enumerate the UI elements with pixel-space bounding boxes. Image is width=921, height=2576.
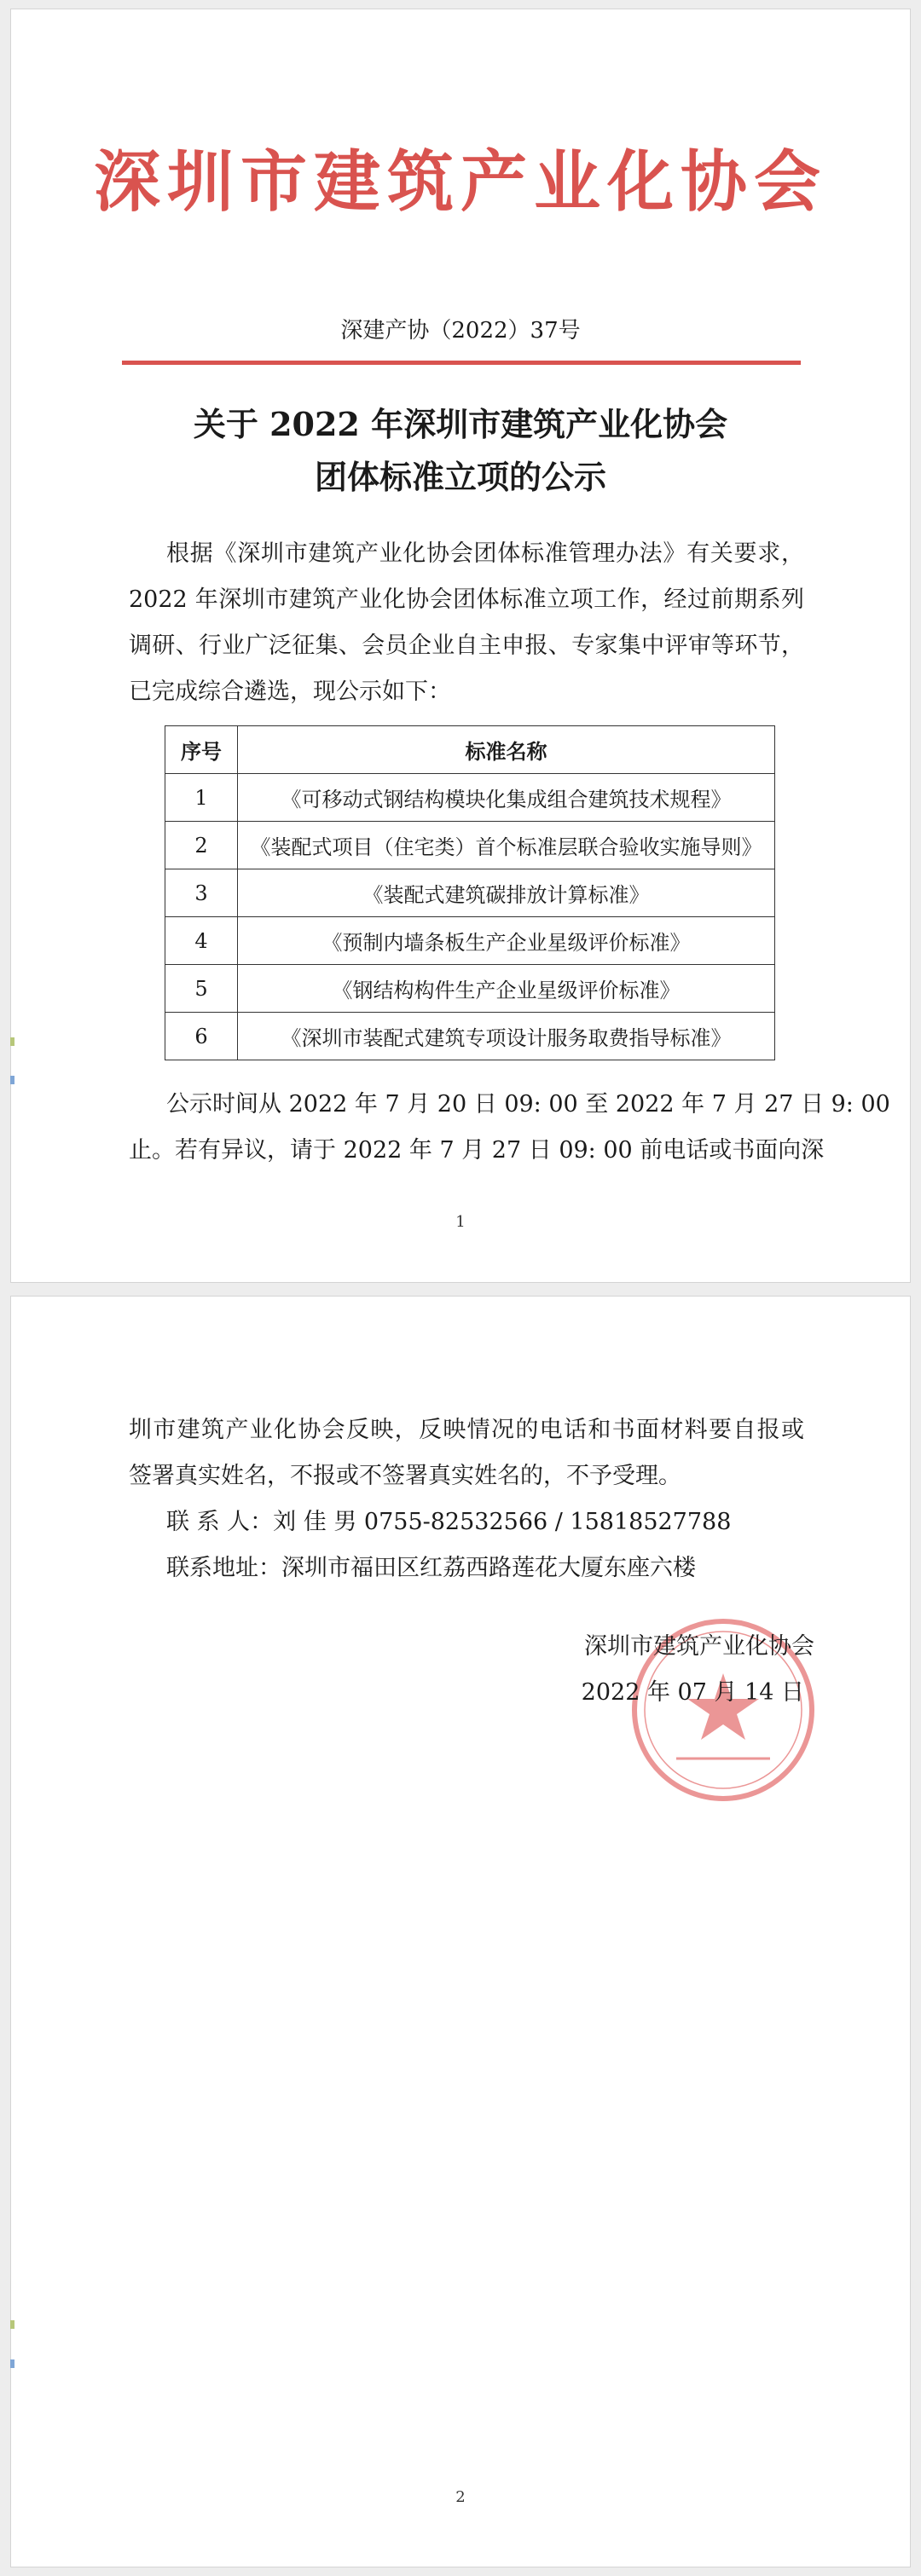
table-row — [165, 1013, 775, 1060]
continued-paragraph-line: 圳市建筑产业化协会反映，反映情况的电话和书面材料要自报或 — [129, 1417, 804, 1443]
signature-date: 2022 年 07 月 14 日 — [581, 1679, 804, 1706]
intro-paragraph-line: 根据《深圳市建筑产业化协会团体标准管理办法》有关要求， — [166, 540, 804, 567]
intro-paragraph-line: 调研、行业广泛征集、会员企业自主申报、专家集中评审等环节， — [129, 632, 804, 659]
row-serial-number: 4 — [165, 917, 238, 965]
table-header-row — [165, 726, 775, 774]
document-page-1 — [10, 9, 911, 1283]
notice-title-line-1: 关于 2022 年深圳市建筑产业化协会 — [193, 405, 728, 443]
row-standard-name: 《预制内墙条板生产企业星级评价标准》 — [238, 917, 775, 965]
page-number: 2 — [455, 2488, 466, 2506]
table-row — [165, 965, 775, 1013]
document-page-2 — [10, 1296, 911, 2567]
intro-paragraph-line: 2022 年深圳市建筑产业化协会团体标准立项工作，经过前期系列 — [129, 586, 804, 613]
row-standard-name: 《装配式项目（住宅类）首个标准层联合验收实施导则》 — [238, 822, 775, 869]
red-divider — [122, 361, 801, 365]
row-standard-name: 《钢结构构件生产企业星级评价标准》 — [238, 965, 775, 1013]
organization-title: 深圳市建筑产业化协会 — [93, 143, 827, 221]
scan-edge-mark — [10, 1037, 14, 1046]
row-standard-name: 《可移动式钢结构模块化集成组合建筑技术规程》 — [238, 774, 775, 822]
signature-organization: 深圳市建筑产业化协会 — [584, 1633, 814, 1660]
table-row — [165, 917, 775, 965]
scan-edge-mark — [10, 1076, 14, 1084]
row-standard-name: 《装配式建筑碳排放计算标准》 — [238, 869, 775, 917]
row-serial-number: 6 — [165, 1013, 238, 1060]
scan-edge-mark — [10, 2320, 14, 2329]
intro-paragraph-line: 已完成综合遴选，现公示如下： — [129, 679, 451, 705]
contact-address-line: 联系地址：深圳市福田区红荔西路莲花大厦东座六楼 — [166, 1555, 696, 1581]
header-standard-name: 标准名称 — [238, 726, 775, 774]
publicity-period-line: 公示时间从 2022 年 7 月 20 日 09: 00 至 2022 年 7 月 27 日 9: 00 — [166, 1091, 890, 1118]
row-standard-name: 《深圳市装配式建筑专项设计服务取费指导标准》 — [238, 1013, 775, 1060]
row-serial-number: 3 — [165, 869, 238, 917]
standards-table — [165, 725, 775, 1060]
table-row — [165, 774, 775, 822]
contact-person-line: 联 系 人：刘 佳 男 0755-82532566 / 15818527788 — [166, 1509, 732, 1535]
scan-edge-mark — [10, 2359, 14, 2368]
row-serial-number: 2 — [165, 822, 238, 869]
document-number: 深建产协（2022）37号 — [340, 318, 581, 344]
publicity-period-line: 止。若有异议，请于 2022 年 7 月 27 日 09: 00 前电话或书面向深 — [129, 1137, 825, 1164]
continued-paragraph-line: 签署真实姓名，不报或不签署真实姓名的，不予受理。 — [129, 1463, 681, 1489]
row-serial-number: 5 — [165, 965, 238, 1013]
row-serial-number: 1 — [165, 774, 238, 822]
table-row — [165, 869, 775, 917]
page-number: 1 — [455, 1213, 466, 1231]
header-serial-number: 序号 — [165, 726, 238, 774]
notice-title-line-2: 团体标准立项的公示 — [314, 458, 606, 496]
table-row — [165, 822, 775, 869]
